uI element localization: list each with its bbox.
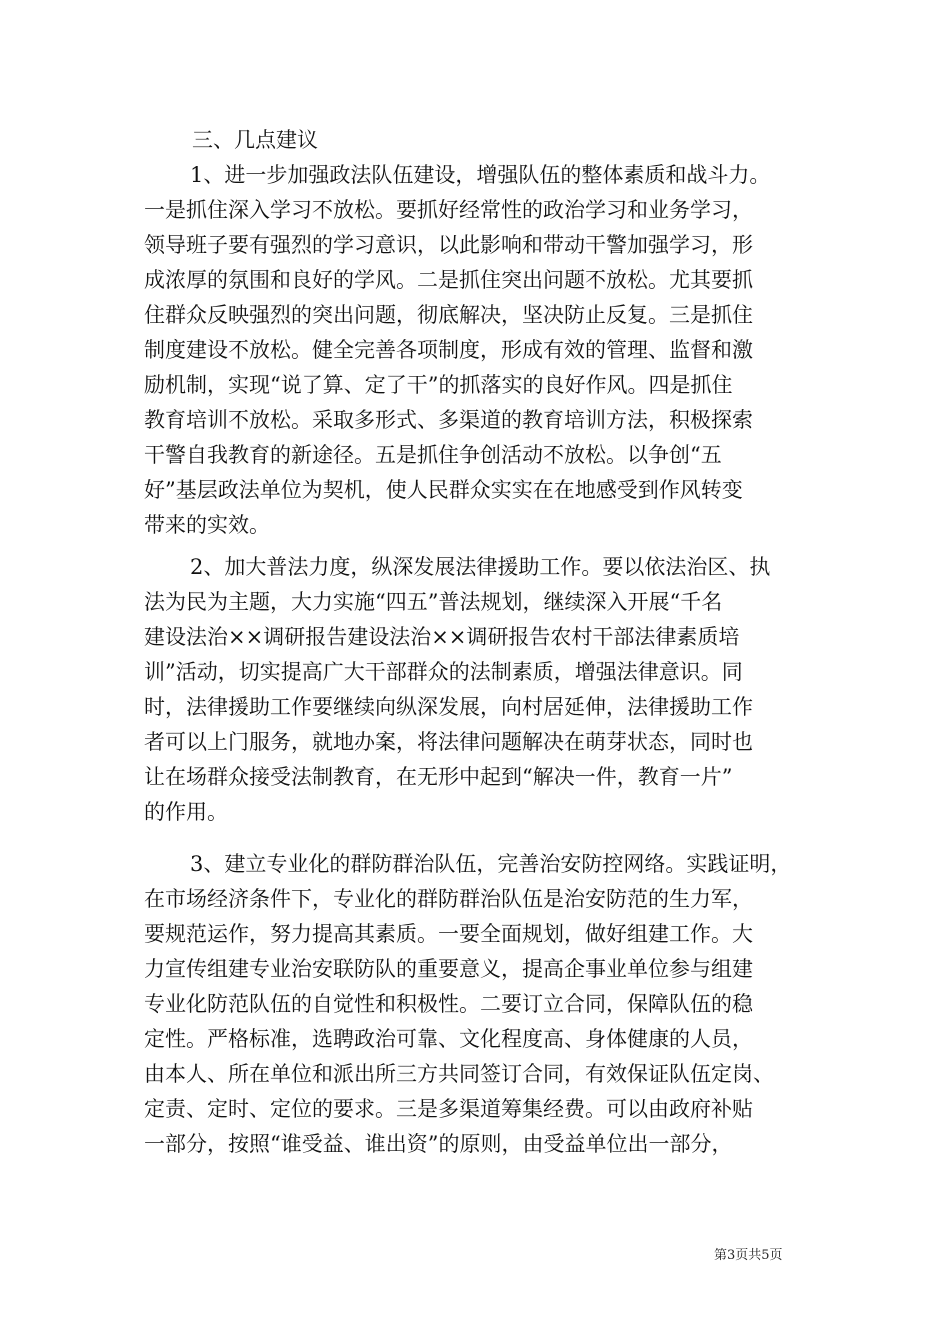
paragraph-line: 让在场群众接受法制教育，在无形中起到“解决一件，教育一片” xyxy=(144,765,733,789)
paragraph-line: 带来的实效。 xyxy=(144,513,270,537)
paragraph-line: 专业化防范队伍的自觉性和积极性。二要订立合同，保障队伍的稳 xyxy=(144,992,753,1016)
paragraph-line: 2、加大普法力度，纵深发展法律援助工作。要以依法治区、执 xyxy=(190,555,771,579)
paragraph-line: 3、建立专业化的群防群治队伍，完善治安防控网络。实践证明， xyxy=(190,852,792,876)
paragraph-line: 一部分，按照“谁受益、谁出资”的原则，由受益单位出一部分， xyxy=(144,1132,733,1156)
paragraph-line: 建设法治××调研报告建设法治××调研报告农村干部法律素质培 xyxy=(144,625,740,649)
paragraph-line: 教育培训不放松。采取多形式、多渠道的教育培训方法，积极探索 xyxy=(144,408,753,432)
paragraph-line: 者可以上门服务，就地办案，将法律问题解决在萌芽状态，同时也 xyxy=(144,730,753,754)
paragraph-line: 力宣传组建专业治安联防队的重要意义，提高企事业单位参与组建 xyxy=(144,957,753,981)
paragraph-line: 要规范运作，努力提高其素质。一要全面规划，做好组建工作。大 xyxy=(144,922,753,946)
paragraph-2 xyxy=(144,550,816,830)
paragraph-line: 在市场经济条件下，专业化的群防群治队伍是治安防范的生力军， xyxy=(144,887,753,911)
paragraph-line: 励机制，实现“说了算、定了干”的抓落实的良好作风。四是抓住 xyxy=(144,373,733,397)
paragraph-line: 领导班子要有强烈的学习意识，以此影响和带动干警加强学习，形 xyxy=(144,233,753,257)
paragraph-line: 时，法律援助工作要继续向纵深发展，向村居延伸，法律援助工作 xyxy=(144,695,753,719)
paragraph-line: 干警自我教育的新途径。五是抓住争创活动不放松。以争创“五 xyxy=(144,443,722,467)
paragraph-line: 由本人、所在单位和派出所三方共同签订合同，有效保证队伍定岗、 xyxy=(144,1062,774,1086)
paragraph-line: 定性。严格标准，选聘政治可靠、文化程度高、身体健康的人员， xyxy=(144,1027,753,1051)
paragraph-line: 住群众反映强烈的突出问题，彻底解决，坚决防止反复。三是抓住 xyxy=(144,303,753,327)
paragraph-line: 制度建设不放松。健全完善各项制度，形成有效的管理、监督和激 xyxy=(144,338,753,362)
paragraph-3 xyxy=(144,847,816,1162)
paragraph-1 xyxy=(144,158,816,543)
paragraph-line: 定责、定时、定位的要求。三是多渠道筹集经费。可以由政府补贴 xyxy=(144,1097,753,1121)
paragraph-line: 成浓厚的氛围和良好的学风。二是抓住突出问题不放松。尤其要抓 xyxy=(144,268,753,292)
paragraph-line: 1、进一步加强政法队伍建设，增强队伍的整体素质和战斗力。 xyxy=(190,163,771,187)
paragraph-line: 的作用。 xyxy=(144,800,228,824)
section-heading: 三、几点建议 xyxy=(192,128,318,152)
page-number: 第3页共5页 xyxy=(714,1248,783,1263)
document-body xyxy=(144,112,816,1162)
paragraph-list xyxy=(144,158,816,1162)
paragraph-line: 好”基层政法单位为契机，使人民群众实实在在地感受到作风转变 xyxy=(144,478,743,502)
paragraph-line: 法为民为主题，大力实施“四五”普法规划，继续深入开展“千名 xyxy=(144,590,723,614)
paragraph-line: 训”活动，切实提高广大干部群众的法制素质，增强法律意识。同 xyxy=(144,660,743,684)
paragraph-line: 一是抓住深入学习不放松。要抓好经常性的政治学习和业务学习， xyxy=(144,198,753,222)
